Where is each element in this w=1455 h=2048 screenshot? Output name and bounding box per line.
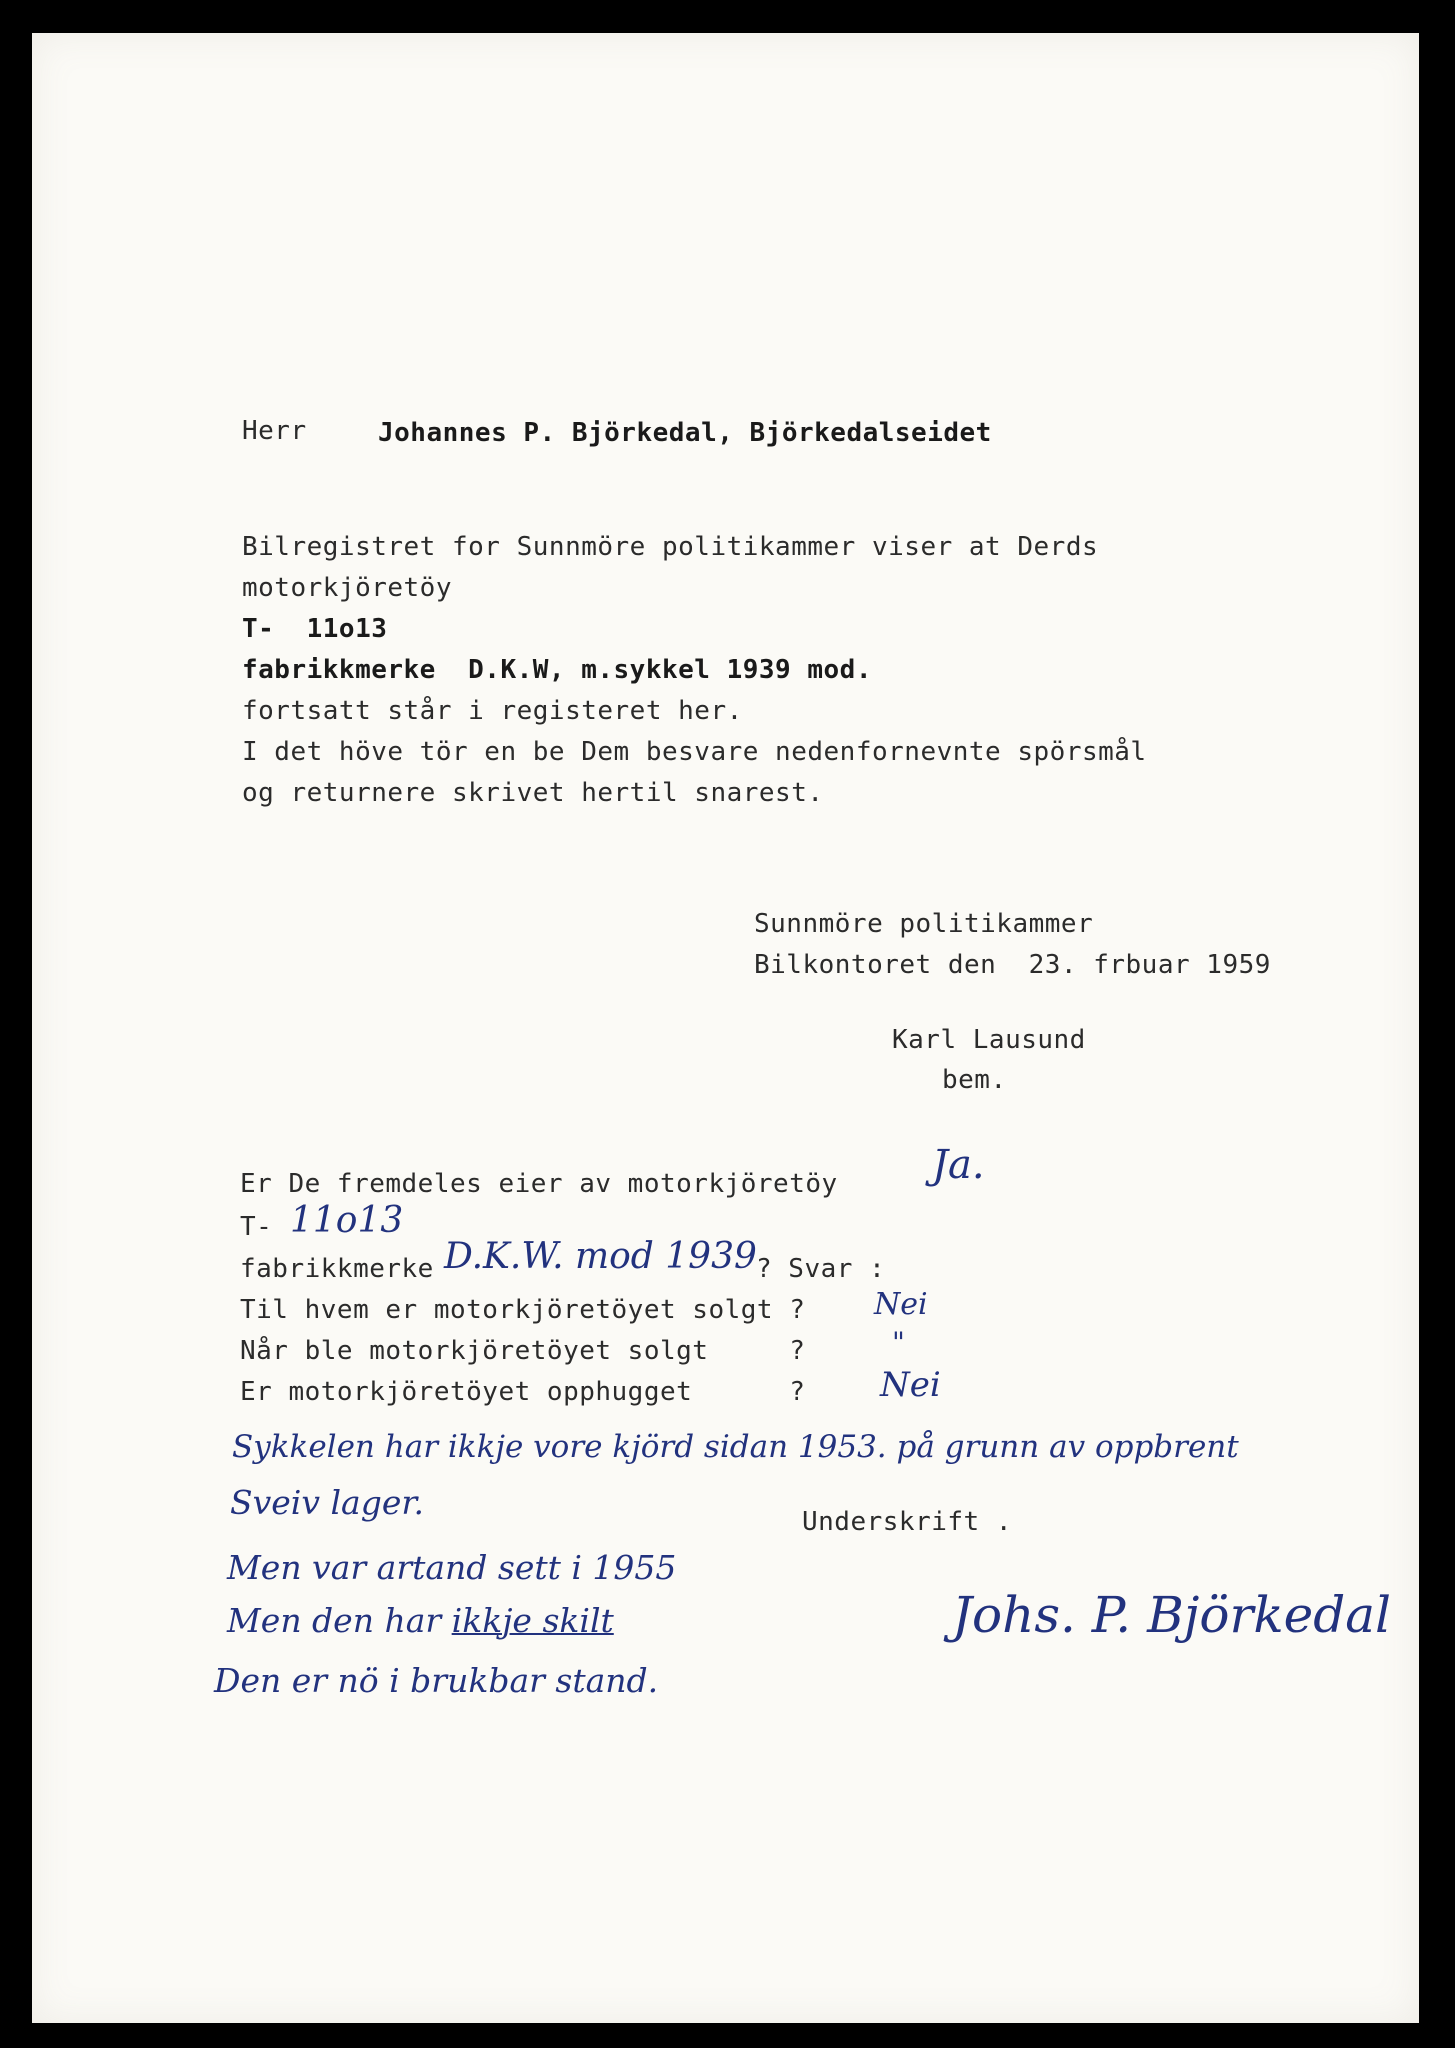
signature-handwritten: Johs. P. Björkedal xyxy=(952,1586,1392,1644)
note-line-4-underlined: ikkje skilt xyxy=(451,1601,614,1640)
question-sold-to: Til hvem er motorkjöretöyet solgt ? xyxy=(240,1295,806,1325)
body-line-2: motorkjöretöy xyxy=(242,573,452,603)
note-line-4-start: Men den har xyxy=(227,1601,452,1640)
body-line-4: I det höve tör en be Dem besvare nedenfornevnte spörsmål xyxy=(242,737,1147,767)
question-make: fabrikkmerke xyxy=(240,1254,434,1284)
answer-sold-to: Nei xyxy=(874,1287,928,1322)
note-line-2: Sveiv lager. xyxy=(230,1483,424,1522)
answer-scrapped: Nei xyxy=(880,1365,941,1405)
question-sold-when: Når ble motorkjöretöyet solgt ? xyxy=(240,1336,806,1366)
document-page xyxy=(32,33,1419,2023)
body-line-5: og returnere skrivet hertil snarest. xyxy=(242,778,824,808)
question-make-answer-label: ? Svar : xyxy=(756,1254,886,1284)
signature-label: Underskrift . xyxy=(802,1507,1012,1537)
note-line-4 xyxy=(227,1603,614,1639)
question-reg: T- xyxy=(240,1212,273,1242)
question-scrapped: Er motorkjöretöyet opphugget ? xyxy=(240,1377,806,1407)
answer-owner: Ja. xyxy=(932,1142,985,1188)
body-line-1: Bilregistret for Sunnmöre politikammer viser at Derds xyxy=(242,532,1099,562)
answer-sold-when: " xyxy=(892,1326,905,1359)
body-line-3: fortsatt står i registeret her. xyxy=(242,696,743,726)
salutation: Herr xyxy=(242,416,307,446)
answer-make: D.K.W. mod 1939 xyxy=(444,1236,757,1277)
registration-number: T- 11o13 xyxy=(242,614,388,644)
recipient-name: Johannes P. Björkedal, Björkedalseidet xyxy=(378,418,992,448)
answer-reg: 11o13 xyxy=(290,1200,404,1241)
sender-office: Sunnmöre politikammer xyxy=(754,909,1094,939)
question-owner: Er De fremdeles eier av motorkjöretöy xyxy=(240,1169,838,1199)
sender-place-date: Bilkontoret den 23. frbuar 1959 xyxy=(754,950,1271,980)
sender-title: bem. xyxy=(942,1065,1007,1095)
sender-name: Karl Lausund xyxy=(892,1025,1086,1055)
note-line-1: Sykkelen har ikkje vore kjörd sidan 1953. på grunn av oppbrent xyxy=(232,1429,1239,1465)
vehicle-make-line: fabrikkmerke D.K.W, m.sykkel 1939 mod. xyxy=(242,655,872,685)
note-line-3: Men var artand sett i 1955 xyxy=(227,1548,677,1587)
note-line-5: Den er nö i brukbar stand. xyxy=(214,1661,659,1700)
